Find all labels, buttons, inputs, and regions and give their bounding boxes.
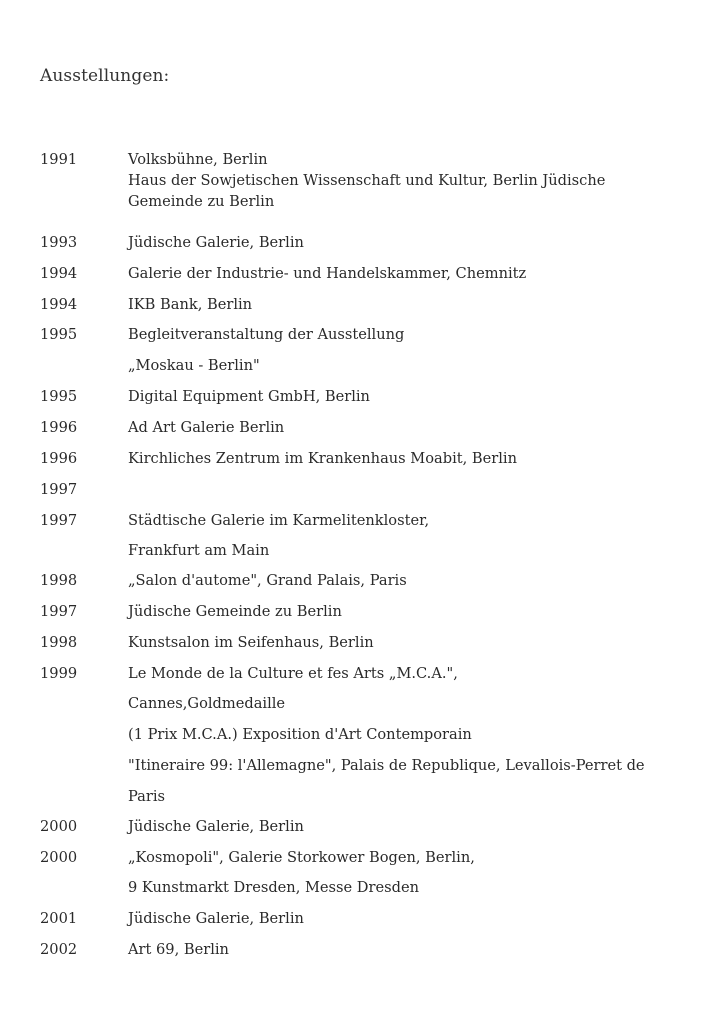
entry-year: 1996	[40, 450, 78, 467]
entry-year: 1997	[40, 512, 78, 529]
entry-venue: Cannes,Goldmedaille	[128, 695, 286, 712]
entry-year: 1997	[40, 603, 78, 620]
entry-year: 1994	[40, 265, 78, 282]
entry-year: 2002	[40, 941, 78, 958]
entry-venue: Begleitveranstaltung der Ausstellung	[128, 326, 405, 343]
entry-venue: Frankfurt am Main	[128, 542, 270, 559]
entry-year: 2000	[40, 849, 78, 866]
entry-year: 1998	[40, 634, 78, 651]
entry-venue: Kunstsalon im Seifenhaus, Berlin	[128, 634, 374, 651]
entry-year: 1995	[40, 388, 78, 405]
entry-year: 1997	[40, 481, 78, 498]
entry-venue: "Itineraire 99: l'Allemagne", Palais de Republique, Levallois-Perret de	[128, 757, 645, 774]
entry-year: 1995	[40, 326, 78, 343]
entry-venue: Jüdische Galerie, Berlin	[128, 910, 304, 927]
entry-venue: Ad Art Galerie Berlin	[128, 419, 285, 436]
entry-venue: Volksbühne, Berlin	[128, 151, 268, 168]
entry-venue: Galerie der Industrie- und Handelskammer, Chemnitz	[128, 265, 527, 282]
entry-year: 2000	[40, 818, 78, 835]
entry-venue: Jüdische Galerie, Berlin	[128, 818, 304, 835]
entry-venue: (1 Prix M.C.A.) Exposition d'Art Contemporain	[128, 726, 472, 743]
entry-venue: Art 69, Berlin	[128, 941, 229, 958]
entry-year: 1999	[40, 665, 78, 682]
entry-year: 1996	[40, 419, 78, 436]
entry-venue: Jüdische Galerie, Berlin	[128, 234, 304, 251]
page-heading: Ausstellungen:	[40, 66, 170, 86]
entry-venue: „Salon d'autome", Grand Palais, Paris	[128, 572, 407, 589]
entry-year: 1991	[40, 151, 78, 168]
entry-venue: Städtische Galerie im Karmelitenkloster,	[128, 512, 430, 529]
entry-venue: IKB Bank, Berlin	[128, 296, 253, 313]
entry-year: 1994	[40, 296, 78, 313]
entry-venue: „Moskau - Berlin"	[128, 357, 260, 374]
entry-venue: Digital Equipment GmbH, Berlin	[128, 388, 370, 405]
entry-venue: Le Monde de la Culture et fes Arts „M.C.A.",	[128, 665, 458, 682]
entry-year: 1993	[40, 234, 78, 251]
entry-year: 2001	[40, 910, 78, 927]
entry-venue: Haus der Sowjetischen Wissenschaft und Kultur, Berlin Jüdische	[128, 172, 606, 189]
entry-venue: 9 Kunstmarkt Dresden, Messe Dresden	[128, 879, 419, 896]
entry-venue: „Kosmopoli", Galerie Storkower Bogen, Berlin,	[128, 849, 475, 866]
entry-venue: Paris	[128, 788, 165, 805]
entry-venue: Gemeinde zu Berlin	[128, 193, 275, 210]
entry-venue: Kirchliches Zentrum im Krankenhaus Moabit, Berlin	[128, 450, 517, 467]
entry-venue: Jüdische Gemeinde zu Berlin	[128, 603, 342, 620]
entry-year: 1998	[40, 572, 78, 589]
